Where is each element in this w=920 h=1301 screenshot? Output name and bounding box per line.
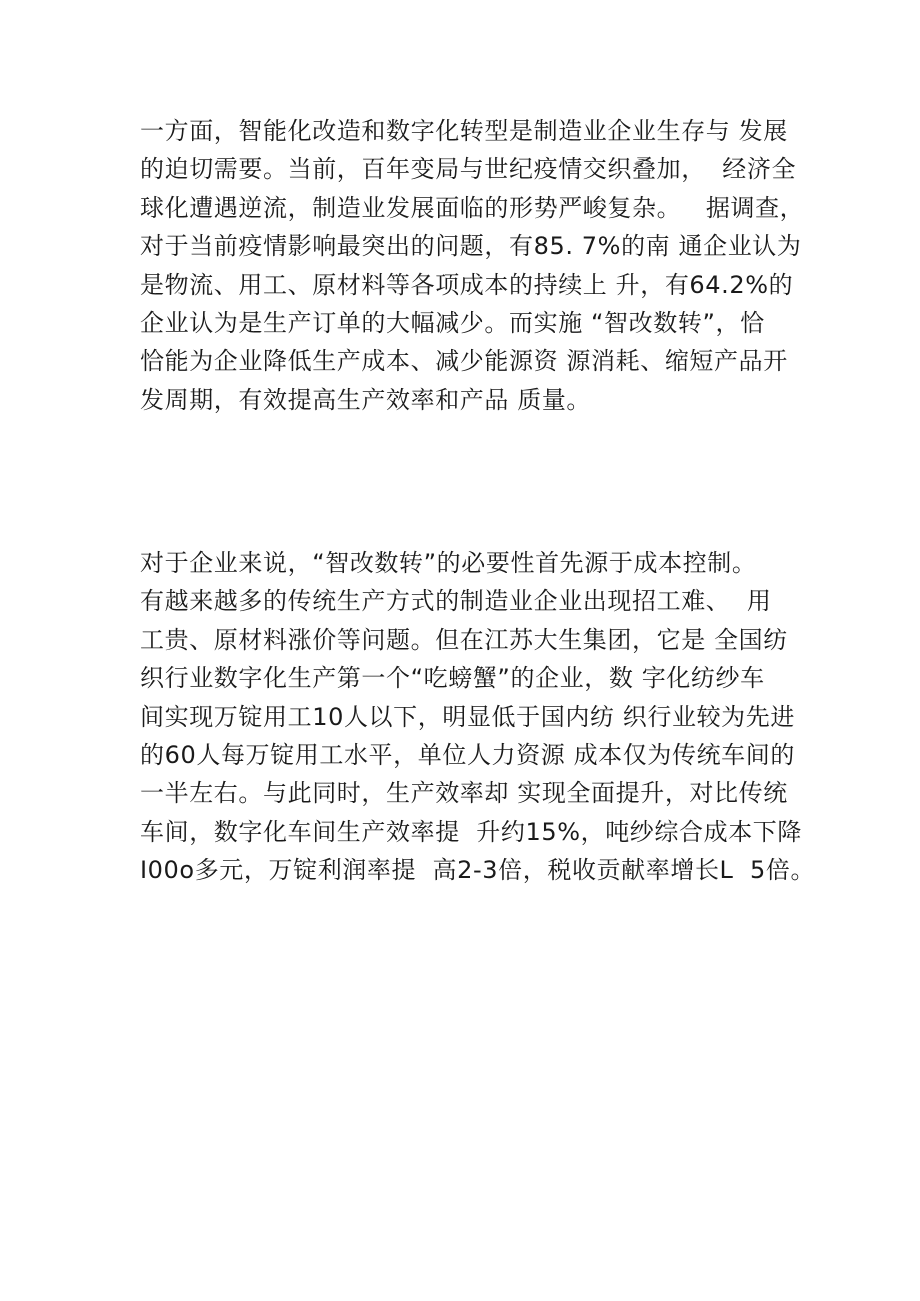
paragraph-line: I00o多元，万锭利润率提 高2-3倍，税收贡献率增长L 5倍。 <box>140 856 816 885</box>
paragraph-line: 一方面，智能化改造和数字化转型是制造业企业生存与 发展 <box>140 117 788 145</box>
paragraph-line: 对于当前疫情影响最突出的问题，有85. 7%的南 通企业认为 <box>140 232 802 261</box>
paragraph-line: 有越来越多的传统生产方式的制造业企业出现招工难、 用 <box>140 587 772 616</box>
paragraph-line: 工贵、原材料涨价等问题。但在江苏大生集团，它是 全国纺 <box>140 625 788 654</box>
paragraph-line: 球化遭遇逆流，制造业发展面临的形势严峻复杂。 据调查， <box>140 193 805 222</box>
paragraph-line: 的迫切需要。当前，百年变局与世纪疫情交织叠加， 经济全 <box>140 155 797 184</box>
paragraph-line: 是物流、用工、原材料等各项成本的持续上 升，有64.2%的 <box>140 270 794 299</box>
paragraph-line: 织行业数字化生产第一个“吃螃蟹”的企业，数 字化纺纱车 <box>140 664 765 693</box>
paragraph-line: 恰能为企业降低生产成本、减少能源资 源消耗、缩短产品开 <box>140 347 788 376</box>
paragraph-line: 企业认为是生产订单的大幅减少。而实施 “智改数转”，恰 <box>140 309 765 338</box>
paragraph-line: 间实现万锭用工10人以下，明显低于国内纺 织行业较为先进 <box>140 702 795 731</box>
paragraph-line: 的60人每万锭用工水平，单位人力资源 成本仅为传统车间的 <box>140 741 795 770</box>
paragraph-line: 对于企业来说，“智改数转”的必要性首先源于成本控制。 <box>140 549 757 577</box>
paragraph-line: 一半左右。与此同时，生产效率却 实现全面提升，对比传统 <box>140 779 788 808</box>
paragraph-digital-transformation-need <box>140 112 920 419</box>
paragraph-line: 车间，数字化车间生产效率提 升约15%，吨纱综合成本下降 <box>140 817 802 846</box>
paragraph-line: 发周期，有效提高生产效率和产品 质量。 <box>140 385 592 414</box>
paragraph-cost-control <box>140 544 920 890</box>
